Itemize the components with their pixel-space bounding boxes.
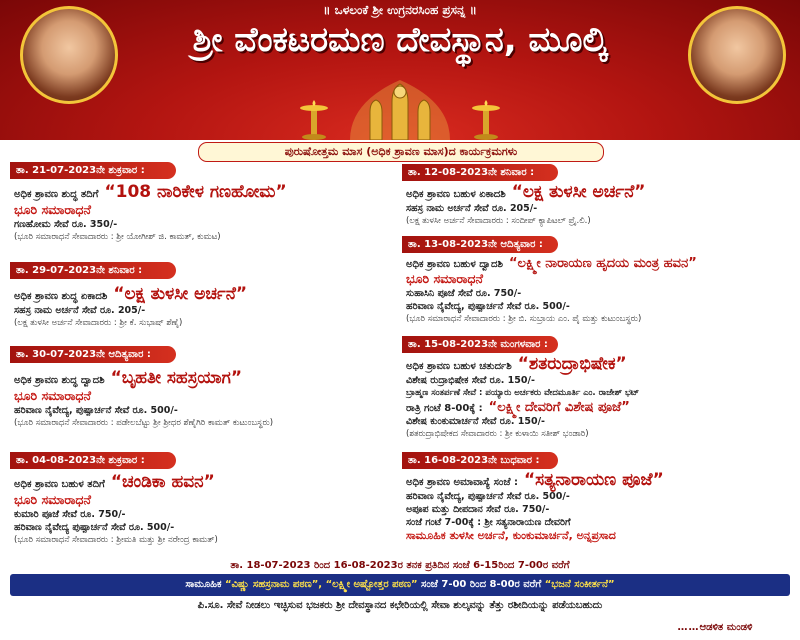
event-title: “ಚಂಡಿಕಾ ಹವನ” bbox=[110, 472, 215, 492]
event-seva: ಸಂಜೆ ಗಂಟೆ 7-00ಕ್ಕೆ : ಶ್ರೀ ಸತ್ಯನಾರಾಯಣ ದೇವರಿಗೆ bbox=[406, 517, 571, 528]
program-paarayana: “ವಿಷ್ಣು ಸಹಸ್ರನಾಮ ಪಠಣ”, “ಲಕ್ಷ್ಮೀ ಅಷ್ಟೋತ್ತರ ಪಠಣ” bbox=[224, 579, 418, 590]
event-seva: ಸುಹಾಸಿನಿ ಪೂಜೆ ಸೇವೆ ರೂ. 750/- bbox=[406, 288, 522, 299]
program-subtitle: ಪುರುಷೋತ್ತಮ ಮಾಸ (ಅಧಿಕ ಶ್ರಾವಣ ಮಾಸ)ದ ಕಾರ್ಯಕ್ರಮಗಳು bbox=[198, 142, 604, 162]
event-title: “ಲಕ್ಷ ತುಳಸೀ ಅರ್ಚನೆ” bbox=[511, 182, 646, 202]
swamiji-portrait-left bbox=[20, 6, 118, 104]
event-highlight: ಭೂರಿ ಸಮಾರಾಧನೆ bbox=[14, 388, 91, 403]
program-time: ಸಂಜೆ 7-00 ರಿಂದ 8-00ರ ವರೆಗೆ bbox=[421, 579, 542, 590]
program-bhajane: “ಭಜನೆ ಸಂಕೀರ್ತನೆ” bbox=[544, 579, 615, 590]
temple-title: ಶ್ರೀ ವೆಂಕಟರಮಣ ದೇವಸ್ಥಾನ, ಮೂಲ್ಕಿ bbox=[192, 20, 608, 60]
event-title: “ಬೃಹತೀ ಸಹಸ್ರಯಾಗ” bbox=[110, 368, 243, 388]
event-block bbox=[10, 262, 395, 342]
event-date: ತಾ. 29-07-2023ನೇ ಶನಿವಾರ : bbox=[10, 262, 176, 279]
event-seva: ಅಪೂಪ ಮತ್ತು ದೀಪದಾನ ಸೇವೆ ರೂ. 750/- bbox=[406, 504, 550, 515]
event-sponsor: (ಭೂರಿ ಸಮಾರಾಧನೆ ಸೇವಾದಾರರು : ಶ್ರೀ ಬಿ. ಸುಬ್ರಾಯ ಎಂ. ಪೈ ಮತ್ತು ಕುಟುಂಬಸ್ಥರು) bbox=[406, 314, 642, 324]
event-block bbox=[402, 236, 792, 334]
event-title: “ಲಕ್ಷ ತುಳಸೀ ಅರ್ಚನೆ” bbox=[113, 284, 248, 304]
event-sponsor: (ಲಕ್ಷ ತುಳಸೀ ಅರ್ಚನೆ ಸೇವಾದಾರರು : ಶ್ರೀ ಕೆ. ಸುಭಾಷ್ ಶೆಣೈ) bbox=[14, 318, 183, 328]
event-seva: ಹರಿವಾಣ ನೈವೇದ್ಯ ಪುಷ್ಪಾರ್ಚನೆ ಸೇವೆ ರೂ. 500/- bbox=[14, 522, 175, 533]
event-block bbox=[10, 162, 395, 257]
event-tithi: ಅಧಿಕ ಶ್ರಾವಣ ಬಹುಳ ತದಿಗೆ bbox=[14, 479, 105, 490]
event-time: ರಾತ್ರಿ ಗಂಟೆ 8-00ಕ್ಕೆ : bbox=[406, 403, 483, 414]
event-date: ತಾ. 30-07-2023ನೇ ಆದಿತ್ಯವಾರ : bbox=[10, 346, 176, 363]
daily-program-banner bbox=[10, 574, 790, 596]
signature-text: ಆಡಳಿತ ಮಂಡಳಿ bbox=[699, 622, 753, 633]
event-date: ತಾ. 16-08-2023ನೇ ಬುಧವಾರ : bbox=[402, 452, 558, 469]
event-seva: ಕುಮಾರಿ ಪೂಜೆ ಸೇವೆ ರೂ. 750/- bbox=[14, 509, 126, 520]
signature: ……ಆಡಳಿತ ಮಂಡಳಿ bbox=[677, 622, 753, 633]
event-seva: ಹರಿವಾಣ ನೈವೇದ್ಯ, ಪುಷ್ಪಾರ್ಚನೆ ಸೇವೆ ರೂ. 500/- bbox=[406, 301, 570, 312]
event-seva: ಹರಿವಾಣ ನೈವೇದ್ಯ, ಪುಷ್ಪಾರ್ಚನೆ ಸೇವೆ ರೂ. 500/- bbox=[406, 491, 570, 502]
deity-idols-icon bbox=[340, 72, 460, 140]
event-seva: ಸಹಸ್ರ ನಾಮ ಅರ್ಚನೆ ಸೇವೆ ರೂ. 205/- bbox=[406, 203, 538, 214]
event-seva: ಹರಿವಾಣ ನೈವೇದ್ಯ, ಪುಷ್ಪಾರ್ಚನೆ ಸೇವೆ ರೂ. 500/- bbox=[14, 405, 178, 416]
event-block bbox=[402, 452, 792, 557]
event-tithi: ಅಧಿಕ ಶ್ರಾವಣ ಬಹುಳ ದ್ವಾದಶಿ bbox=[406, 259, 503, 270]
daily-schedule-line: ತಾ. 18-07-2023 ರಿಂದ 16-08-2023ರ ತನಕ ಪ್ರತಿದಿನ ಸಂಜೆ 6-15ರಿಂದ 7-00ರ ವರೆಗೆ bbox=[230, 560, 570, 571]
event-date: ತಾ. 04-08-2023ನೇ ಶುಕ್ರವಾರ : bbox=[10, 452, 176, 469]
event-block bbox=[402, 336, 792, 448]
oil-lamp-icon bbox=[468, 100, 504, 140]
event-date: ತಾ. 12-08-2023ನೇ ಶನಿವಾರ : bbox=[402, 164, 558, 181]
event-block bbox=[10, 452, 395, 557]
event-date: ತಾ. 13-08-2023ನೇ ಆದಿತ್ಯವಾರ : bbox=[402, 236, 558, 253]
event-title: “ಸತ್ಯನಾರಾಯಣ ಪೂಜೆ” bbox=[523, 470, 664, 490]
program-prefix: ಸಾಮೂಹಿಕ bbox=[185, 579, 222, 590]
event-highlight: ಭೂರಿ ಸಮಾರಾಧನೆ bbox=[14, 202, 91, 217]
event-seva: ಸಹಸ್ರ ನಾಮ ಅರ್ಚನೆ ಸೇವೆ ರೂ. 205/- bbox=[14, 305, 146, 316]
event-block bbox=[402, 164, 792, 232]
event-tithi: ಅಧಿಕ ಶ್ರಾವಣ ಶುದ್ಧ ಏಕಾದಶಿ bbox=[14, 291, 108, 302]
event-tithi: ಅಧಿಕ ಶ್ರಾವಣ ಶುದ್ಧ ತದಿಗೆ bbox=[14, 189, 99, 200]
header-banner bbox=[0, 0, 800, 140]
event-sponsor: (ಭೂರಿ ಸಮಾರಾಧನೆ ಸೇವಾದಾರರು : ಶ್ರೀ ಯೋಗೀಶ್ ಜಿ. ಕಾಮತ್, ಕುಮಟ) bbox=[14, 232, 221, 242]
event-tithi: ಅಧಿಕ ಶ್ರಾವಣ ಬಹುಳ ಏಕಾದಶಿ bbox=[406, 189, 506, 200]
event-sponsor: (ಶತರುದ್ರಾಭಿಷೇಕದ ಸೇವಾದಾರರು : ಶ್ರೀ ಕುಳಾಯಿ ಸತೀಶ್ ಭಂಡಾರಿ) bbox=[406, 429, 589, 439]
event-title: “108 ನಾರಿಕೇಳ ಗಣಹೋಮ” bbox=[104, 182, 287, 202]
event-seva: ಬ್ರಾಹ್ಮಣ ಸಂತರ್ಪಣೆ ಸೇವೆ : ಪಯ್ಯಾರು ಅರ್ಚಕರು ವೇದಮೂರ್ತಿ ಎಂ. ರಾಜೇಶ್ ಭಟ್ bbox=[406, 388, 640, 398]
event-sponsor: (ಭೂರಿ ಸಮಾರಾಧನೆ ಸೇವಾದಾರರು : ಶ್ರೀಮತಿ ಮತ್ತು ಶ್ರೀ ನರೇಂದ್ರ ಕಾಮತ್) bbox=[14, 535, 218, 545]
event-seva: ವಿಶೇಷ ಕುಂಕುಮಾರ್ಚನೆ ಸೇವೆ ರೂ. 150/- bbox=[406, 416, 545, 427]
event-tithi: ಅಧಿಕ ಶ್ರಾವಣ ಬಹುಳ ಚತುರ್ದಶಿ bbox=[406, 361, 512, 372]
oil-lamp-icon bbox=[296, 100, 332, 140]
event-tithi: ಅಧಿಕ ಶ್ರಾವಣ ಅಮಾವಾಸ್ಯೆ ಸಂಜೆ : bbox=[406, 477, 518, 488]
swamiji-portrait-right bbox=[688, 6, 786, 104]
event-seva: ಗಣಹೋಮ ಸೇವೆ ರೂ. 350/- bbox=[14, 219, 118, 230]
event-tithi: ಅಧಿಕ ಶ್ರಾವಣ ಶುದ್ಧ ದ್ವಾದಶಿ bbox=[14, 375, 105, 386]
event-title: “ಲಕ್ಷ್ಮೀ ದೇವರಿಗೆ ವಿಶೇಷ ಪೂಜೆ” bbox=[488, 400, 630, 415]
event-seva: ವಿಶೇಷ ರುದ್ರಾಭಿಷೇಕ ಸೇವೆ ರೂ. 150/- bbox=[406, 375, 535, 386]
event-sponsor: (ಭೂರಿ ಸಮಾರಾಧನೆ ಸೇವಾದಾರರು : ಪಡೇಲಬೆಟ್ಟು ಶ್ರೀ ಶ್ರೀಧರ ಶೆಣೈಗಿರಿ ಕಾಮತ್ ಕುಟುಂಬಸ್ಥರು) bbox=[14, 418, 274, 428]
event-sponsor: (ಲಕ್ಷ ತುಳಸೀ ಅರ್ಚನೆ ಸೇವಾದಾರರು : ಸಂದೀಪ್ ಕ್ಯಾಪಿಟಲ್ ಪ್ರೈ.ಲಿ.) bbox=[406, 216, 591, 226]
event-date: ತಾ. 15-08-2023ನೇ ಮಂಗಳವಾರ : bbox=[402, 336, 558, 353]
event-title: “ಶತರುದ್ರಾಭಿಷೇಕ” bbox=[517, 354, 627, 374]
event-closing: ಸಾಮೂಹಿಕ ತುಳಸೀ ಅರ್ಚನೆ, ಕುಂಕುಮಾರ್ಚನೆ, ಅನ್ನಪ್ರಸಾದ bbox=[406, 529, 616, 542]
event-block bbox=[10, 346, 395, 446]
event-date: ತಾ. 21-07-2023ನೇ ಶುಕ್ರವಾರ : bbox=[10, 162, 176, 179]
event-title: “ಲಕ್ಷ್ಮೀ ನಾರಾಯಣ ಹೃದಯ ಮಂತ್ರ ಹವನ” bbox=[508, 256, 697, 271]
event-highlight: ಭೂರಿ ಸಮಾರಾಧನೆ bbox=[406, 271, 483, 286]
event-highlight: ಭೂರಿ ಸಮಾರಾಧನೆ bbox=[14, 492, 91, 507]
footnote: ಪಿ.ಸೂ. ಸೇವೆ ನೀಡಲು ಇಚ್ಛಿಸುವ ಭಜಕರು ಶ್ರೀ ದೇವಸ್ಥಾನದ ಕಛೇರಿಯಲ್ಲಿ ಸೇವಾ ಶುಲ್ಕವನ್ನು ತೆತ್ತು ರಶೀದಿಯನ್ನು ಪಡೆಯಬಹುದು bbox=[197, 600, 603, 611]
blessing-line: ॥ ಒಳಲಂಕೆ ಶ್ರೀ ಉಗ್ರನರಸಿಂಹ ಪ್ರಸನ್ನ ॥ bbox=[323, 3, 477, 17]
